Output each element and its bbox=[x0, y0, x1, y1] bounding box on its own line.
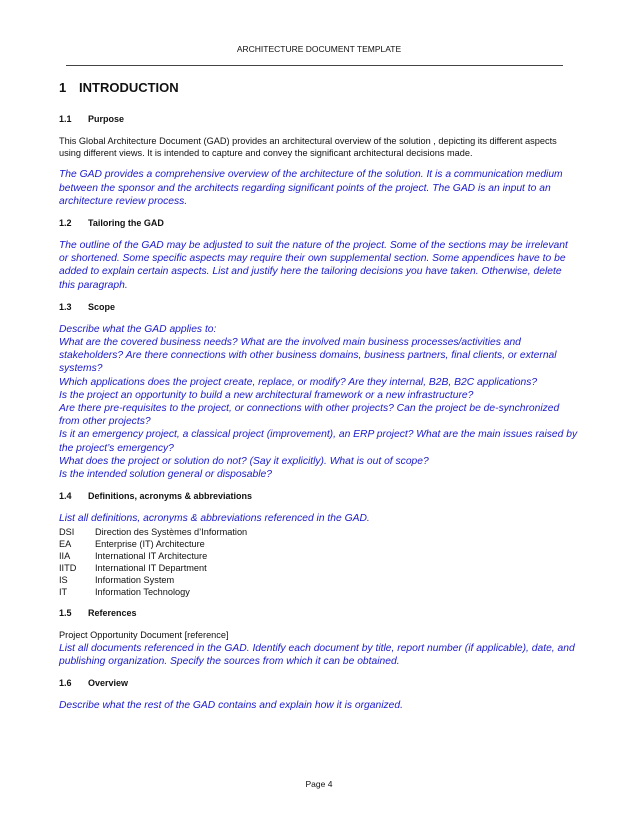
overview-title: Overview bbox=[88, 678, 129, 689]
section-heading bbox=[59, 80, 579, 95]
acronym-row bbox=[59, 586, 579, 598]
references-title: References bbox=[88, 608, 137, 619]
acronym: IIA bbox=[59, 551, 71, 562]
acronym-meaning: International IT Department bbox=[95, 563, 207, 574]
references-heading bbox=[59, 608, 579, 618]
scope-line: What are the covered business needs? What are the involved main business processes/activities and stakeholders? Are there connections with other business domains, business partners, final clients, or external systems? bbox=[59, 337, 557, 375]
definitions-instruction: List all definitions, acronyms & abbreviations referenced in the GAD. bbox=[59, 513, 370, 525]
scope-line: Is the project an opportunity to build a new architectural framework or a new infrastructure? bbox=[59, 389, 474, 401]
purpose-body: This Global Architecture Document (GAD) provides an architectural overview of the solution , depicting its different aspects using different views. It is intended to capture and convey the significant architectural decisions made. bbox=[59, 136, 557, 159]
acronym-row bbox=[59, 550, 579, 562]
scope-line: Describe what the GAD applies to: bbox=[59, 323, 217, 335]
references-instruction: List all documents referenced in the GAD. Identify each document by title, report number (if applicable), date, and publishing organization. Specify the sources from which it can be obtained. bbox=[59, 642, 575, 667]
scope-instructions bbox=[59, 323, 579, 481]
scope-line: Which applications does the project create, replace, or modify? Are they internal, B2B, B2C applications? bbox=[59, 376, 538, 388]
overview-number: 1.6 bbox=[59, 678, 72, 689]
section-title: INTRODUCTION bbox=[79, 80, 179, 95]
definitions-title: Definitions, acronyms & abbreviations bbox=[88, 491, 253, 502]
acronym-meaning: Enterprise (IT) Architecture bbox=[95, 539, 205, 550]
scope-line: Is the intended solution general or disposable? bbox=[59, 469, 272, 481]
scope-line: Are there pre-requisites to the project, or connections with other projects? Can the project be de-synchronized from other projects? bbox=[59, 403, 560, 428]
acronym: EA bbox=[59, 539, 72, 550]
tailoring-instruction: The outline of the GAD may be adjusted to suit the nature of the project. Some of the sections may be irrelevant or shortened. Some specific aspects may require their own supplemental section. Some appendices have to be added to explain certain aspects. List and justify here the tailoring decisions you have taken. Otherwise, delete this paragraph. bbox=[59, 240, 568, 291]
overview-instruction: Describe what the rest of the GAD contains and explain how it is organized. bbox=[59, 700, 403, 712]
page-number: Page 4 bbox=[305, 779, 333, 789]
section-number: 1 bbox=[59, 80, 67, 95]
acronym: IITD bbox=[59, 563, 77, 574]
scope-number: 1.3 bbox=[59, 301, 72, 312]
acronym: IS bbox=[59, 575, 68, 586]
acronym-meaning: Direction des Systèmes d’Information bbox=[95, 527, 248, 538]
scope-line: Is it an emergency project, a classical project (improvement), an ERP project? What are the main issues raised by the project’s emergency? bbox=[59, 429, 578, 454]
header-rule bbox=[66, 65, 563, 66]
scope-line: What does the project or solution do not? (Say it explicitly). What is out of scope? bbox=[59, 455, 429, 467]
purpose-instruction: The GAD provides a comprehensive overview of the architecture of the solution. It is a communication medium between the sponsor and the architects regarding significant points of the project. The GAD is an input to an architecture review process. bbox=[59, 169, 563, 207]
references-body: Project Opportunity Document [reference] bbox=[59, 630, 229, 641]
acronym-row bbox=[59, 562, 579, 574]
page-content bbox=[59, 80, 579, 722]
acronym: IT bbox=[59, 587, 68, 598]
tailoring-title: Tailoring the GAD bbox=[88, 218, 164, 229]
acronym: DSI bbox=[59, 527, 75, 538]
overview-heading bbox=[59, 678, 579, 688]
scope-title: Scope bbox=[88, 301, 116, 312]
page-header: ARCHITECTURE DOCUMENT TEMPLATE bbox=[236, 44, 402, 54]
scope-heading bbox=[59, 302, 579, 312]
acronym-meaning: Information System bbox=[95, 575, 175, 586]
acronym-row bbox=[59, 574, 579, 586]
acronym-row bbox=[59, 538, 579, 550]
references-number: 1.5 bbox=[59, 608, 72, 619]
purpose-number: 1.1 bbox=[59, 114, 72, 124]
tailoring-number: 1.2 bbox=[59, 218, 72, 229]
definitions-heading bbox=[59, 491, 579, 501]
purpose-title: Purpose bbox=[88, 114, 125, 124]
acronym-meaning: International IT Architecture bbox=[95, 551, 208, 562]
definitions-number: 1.4 bbox=[59, 491, 72, 502]
acronym-list bbox=[59, 526, 579, 598]
acronym-row bbox=[59, 526, 579, 538]
purpose-heading bbox=[59, 114, 579, 124]
acronym-meaning: Information Technology bbox=[95, 587, 190, 598]
tailoring-heading bbox=[59, 218, 579, 228]
